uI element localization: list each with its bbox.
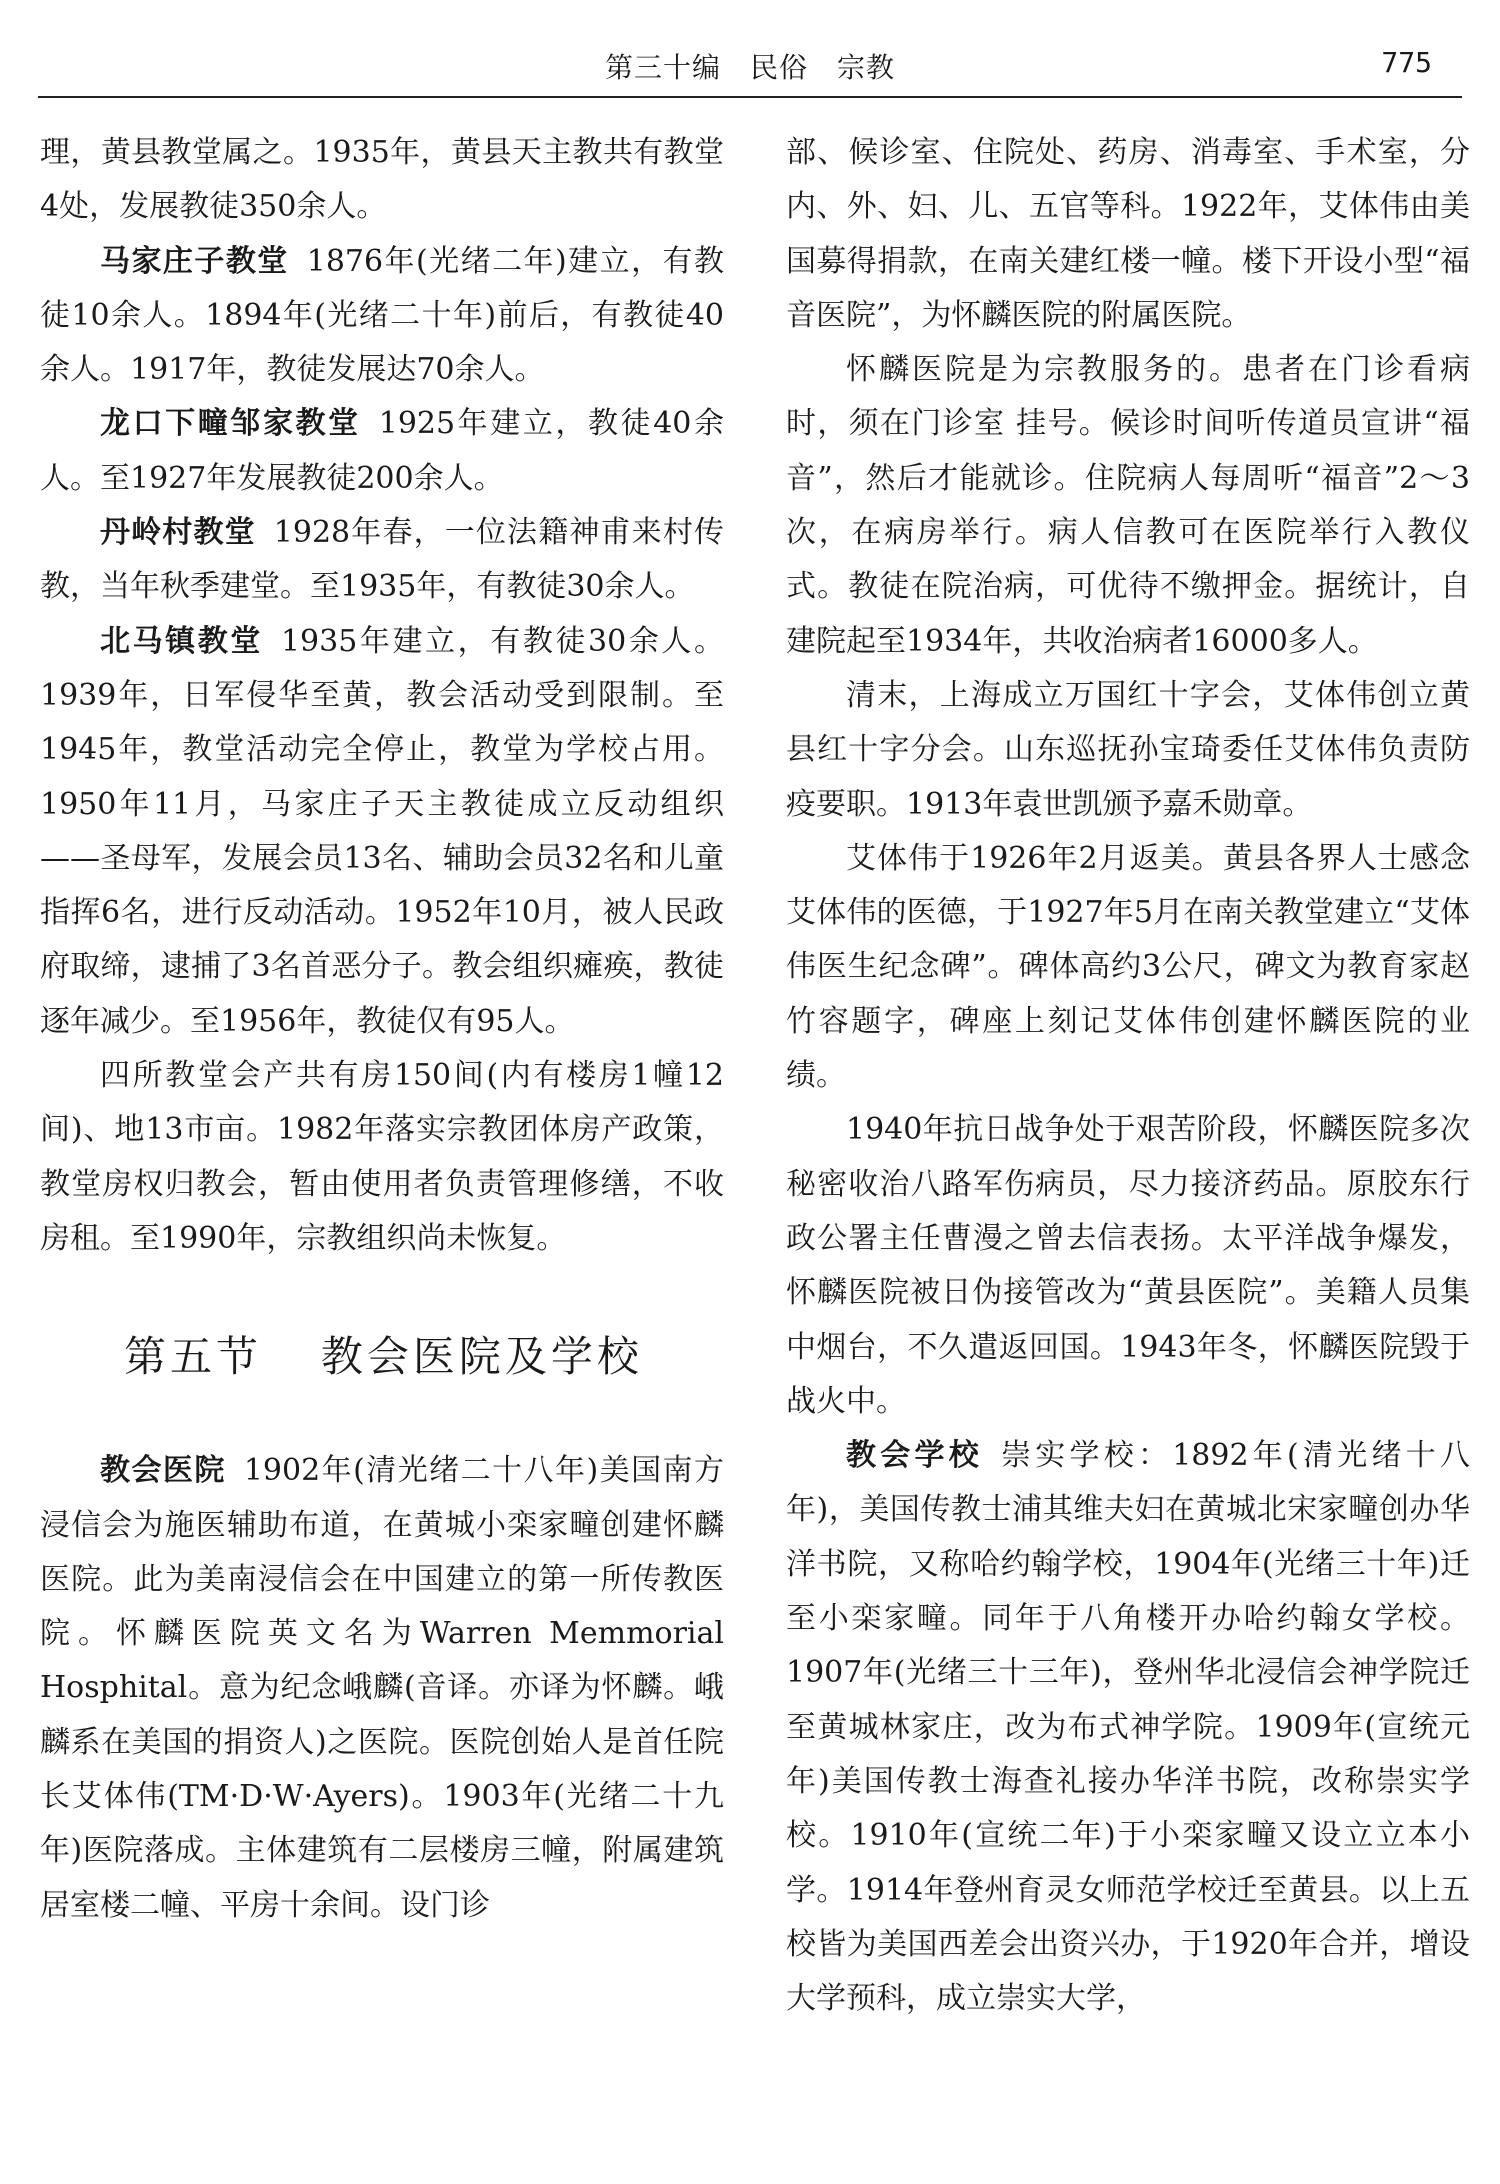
paragraph	[40, 506, 724, 615]
entry-body: 1925年建立，教徒40余人。至1927年发展教徒200余人。	[40, 406, 724, 496]
paragraph	[40, 615, 724, 1049]
paragraph: 清末，上海成立万国红十字会，艾体伟创立黄县红十字分会。山东巡抚孙宝琦委任艾体伟负责防疫要职。1913年袁世凯颁予嘉禾勋章。	[786, 677, 1470, 822]
entry-body: 1902年(清光绪二十八年)美国南方浸信会为施医辅助布道，在黄城小栾家疃创建怀麟医院。此为美南浸信会在中国建立的第一所传教医院。怀麟医院英文名为Warren Memmorial Hosphital。意为纪念峨麟(音译。亦译为怀麟。峨麟系在美国的捐资人)之医院。医院创始人是首任院长艾体伟(TM·D·W·Ayers)。1903年(光绪二十九年)医院落成。主体建筑有二层楼房三幢，附属建筑居室楼二幢、平房十余间。设门诊	[40, 1453, 725, 1923]
right-column	[786, 126, 1470, 2026]
section-number: 第五节	[124, 1332, 263, 1382]
header-title: 第三十编 民俗 宗教	[604, 51, 895, 84]
paragraph	[786, 1429, 1470, 2026]
paragraph	[40, 235, 724, 398]
paragraph: 四所教堂会产共有房150间(内有楼房1幢12间)、地13市亩。1982年落实宗教团体房产政策，教堂房权归教会，暂由使用者负责管理修缮，不收房租。至1990年，宗教组织尚未恢复。	[40, 1058, 724, 1256]
header-rule	[38, 96, 1462, 98]
entry-heading: 马家庄子教堂	[100, 243, 289, 279]
entry-body: 1935年建立，有教徒30余人。1939年，日军侵华至黄，教会活动受到限制。至1945年，教堂活动完全停止，教堂为学校占用。1950年11月，马家庄子天主教徒成立反动组织——圣母军，发展会员13名、辅助会员32名和儿童指挥6名，进行反动活动。1952年10月，被人民政府取缔，逮捕了3名首恶分子。教会组织瘫痪，教徒逐年减少。至1956年，教徒仅有95人。	[40, 623, 724, 1039]
paragraph: 艾体伟于1926年2月返美。黄县各界人士感念艾体伟的医德，于1927年5月在南关教堂建立“艾体伟医生纪念碑”。碑体高约3公尺，碑文为教育家赵竹容题字，碑座上刻记艾体伟创建怀麟医院的业绩。	[786, 840, 1470, 1094]
paragraph: 1940年抗日战争处于艰苦阶段，怀麟医院多次秘密收治八路军伤病员，尽力接济药品。原胶东行政公署主任曹漫之曾去信表扬。太平洋战争爆发，怀麟医院被日伪接管改为“黄县医院”。美籍人员集中烟台，不久遣返回国。1943年冬，怀麟医院毁于战火中。	[786, 1112, 1470, 1419]
entry-body: 1928年春，一位法籍神甫来村传教，当年秋季建堂。至1935年，有教徒30余人。	[40, 515, 724, 605]
entry-heading: 教会学校	[846, 1438, 983, 1474]
running-header	[38, 40, 1462, 98]
section-title	[40, 1330, 724, 1384]
entry-heading: 教会医院	[100, 1453, 226, 1489]
entry-body: 崇实学校：1892年(清光绪十八年)，美国传教士浦其维夫妇在黄城北宋家疃创办华洋书院，又称哈约翰学校，1904年(光绪三十年)迁至小栾家疃。同年于八角楼开办哈约翰女学校。1907年(光绪三十三年)，登州华北浸信会神学院迁至黄城林家庄，改为布式神学院。1909年(宣统元年)美国传教士海查礼接办华洋书院，改称崇实学校。1910年(宣统二年)于小栾家疃又设立立本小学。1914年登州育灵女师范学校迁至黄县。以上五校皆为美国西差会出资兴办，于1920年合并，增设大学预科，成立崇实大学，	[786, 1438, 1470, 2017]
section-name: 教会医院及学校	[320, 1332, 643, 1382]
paragraph	[40, 397, 724, 506]
entry-heading: 龙口下疃邹家教堂	[100, 406, 361, 442]
paragraph: 怀麟医院是为宗教服务的。患者在门诊看病时，须在门诊室 挂号。候诊时间听传道员宣讲“福音”，然后才能就诊。住院病人每周听“福音”2～3次，在病房举行。病人信教可在医院举行入教仪式。教徒在院治病，可优待不缴押金。据统计，自建院起至1934年，共收治病者16000多人。	[786, 352, 1470, 659]
entry-body: 1876年(光绪二年)建立，有教徒10余人。1894年(光绪二十年)前后，有教徒40余人。1917年，教徒发展达70余人。	[40, 243, 724, 388]
entry-heading: 丹岭村教堂	[100, 515, 256, 551]
paragraph: 部、候诊室、住院处、药房、消毒室、手术室，分内、外、妇、儿、五官等科。1922年，艾体伟由美国募得捐款，在南关建红楼一幢。楼下开设小型“福音医院”，为怀麟医院的附属医院。	[786, 135, 1470, 333]
paragraph: 理，黄县教堂属之。1935年，黄县天主教共有教堂4处，发展教徒350余人。	[40, 135, 724, 225]
left-column	[40, 126, 724, 1933]
page-number: 775	[1381, 46, 1432, 79]
entry-heading: 北马镇教堂	[100, 623, 263, 659]
paragraph	[40, 1444, 724, 1933]
